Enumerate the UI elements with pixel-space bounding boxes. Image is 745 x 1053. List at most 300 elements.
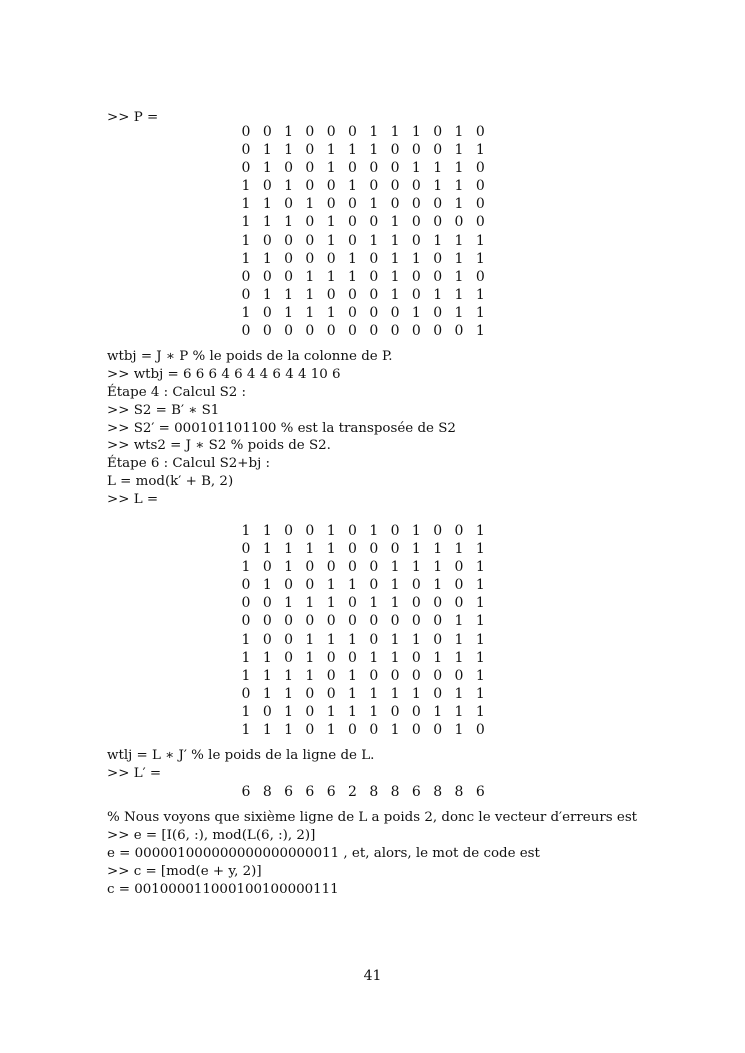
matrix-cell: 1: [369, 703, 379, 720]
matrix-cell: 1: [284, 667, 294, 684]
matrix-cell: 1: [262, 667, 272, 684]
matrix-cell: 1: [284, 703, 294, 720]
matrix-cell: 0: [433, 142, 443, 159]
matrix-cell: 1: [241, 649, 251, 666]
matrix-cell: 1: [241, 722, 251, 739]
matrix-cell: 1: [262, 160, 272, 177]
matrix-cell: 0: [348, 160, 357, 177]
matrix-cell: 1: [454, 232, 464, 249]
lprime-cell: 8: [262, 784, 272, 800]
matrix-cell: 0: [262, 559, 272, 576]
matrix-cell: 1: [475, 323, 485, 340]
matrix-cell: 0: [241, 124, 251, 140]
matrix-cell: 0: [326, 250, 336, 267]
matrix-cell: 0: [284, 196, 294, 213]
matrix-cell: 0: [348, 214, 357, 231]
matrix-cell: 1: [369, 685, 379, 702]
matrix-cell: 1: [284, 214, 294, 231]
matrix-cell: 1: [305, 268, 315, 285]
text-line: >> S2 = B′ ∗ S1: [107, 403, 220, 418]
matrix-cell: 0: [433, 631, 443, 648]
matrix-cell: 0: [326, 649, 336, 666]
matrix-cell: 0: [390, 142, 400, 159]
matrix-cell: 1: [454, 250, 464, 267]
matrix-cell: 0: [411, 667, 421, 684]
matrix-cell: 1: [454, 685, 464, 702]
matrix-cell: 1: [475, 541, 485, 558]
matrix-cell: 1: [284, 541, 294, 558]
matrix-cell: 1: [411, 124, 421, 140]
matrix-cell: 0: [262, 613, 272, 630]
matrix-cell: 1: [284, 722, 294, 739]
matrix-cell: 1: [326, 232, 336, 249]
matrix-cell: 1: [411, 250, 421, 267]
matrix-cell: 1: [433, 178, 443, 195]
matrix-cell: 0: [369, 667, 379, 684]
matrix-cell: 1: [390, 232, 400, 249]
matrix-cell: 1: [475, 631, 485, 648]
matrix-cell: 0: [262, 323, 272, 340]
matrix-cell: 1: [326, 160, 336, 177]
lprime-cell: 8: [390, 784, 400, 800]
matrix-cell: 1: [348, 178, 357, 195]
matrix-cell: 1: [454, 703, 464, 720]
matrix-cell: 0: [348, 613, 357, 630]
matrix-cell: 1: [369, 649, 379, 666]
matrix-cell: 0: [475, 160, 485, 177]
matrix-cell: 1: [348, 577, 357, 594]
matrix-cell: 1: [348, 667, 357, 684]
matrix-cell: 1: [369, 595, 379, 612]
matrix-cell: 0: [326, 286, 336, 303]
matrix-cell: 0: [305, 178, 315, 195]
matrix-cell: 1: [241, 631, 251, 648]
matrix-cell: 0: [305, 214, 315, 231]
matrix-cell: 0: [433, 667, 443, 684]
matrix-cell: 1: [326, 304, 336, 321]
matrix-cell: 0: [390, 541, 400, 558]
matrix-cell: 0: [454, 523, 464, 539]
matrix-cell: 0: [411, 232, 421, 249]
matrix-cell: 1: [326, 541, 336, 558]
matrix-cell: 0: [284, 631, 294, 648]
matrix-cell: 0: [305, 722, 315, 739]
matrix-cell: 1: [390, 649, 400, 666]
matrix-cell: 1: [348, 268, 357, 285]
prompt-p: >> P =: [107, 110, 159, 125]
matrix-cell: 1: [390, 722, 400, 739]
matrix-cell: 1: [475, 595, 485, 612]
matrix-cell: 1: [390, 631, 400, 648]
matrix-cell: 0: [284, 268, 294, 285]
matrix-cell: 0: [262, 703, 272, 720]
matrix-cell: 0: [305, 685, 315, 702]
matrix-cell: 0: [262, 631, 272, 648]
matrix-cell: 1: [390, 685, 400, 702]
matrix-cell: 0: [348, 523, 357, 539]
matrix-cell: 1: [390, 286, 400, 303]
matrix-cell: 0: [369, 160, 379, 177]
matrix-cell: 1: [241, 250, 251, 267]
matrix-cell: 0: [305, 523, 315, 539]
matrix-cell: 0: [390, 160, 400, 177]
matrix-cell: 1: [390, 577, 400, 594]
text-line: wtlj = L ∗ J′ % le poids de la ligne de L.: [107, 748, 375, 763]
matrix-cell: 1: [475, 685, 485, 702]
matrix-cell: 1: [241, 523, 251, 539]
matrix-cell: 0: [305, 559, 315, 576]
matrix-cell: 0: [369, 541, 379, 558]
matrix-cell: 0: [326, 667, 336, 684]
matrix-cell: 1: [390, 250, 400, 267]
matrix-cell: 1: [262, 649, 272, 666]
matrix-cell: 0: [390, 613, 400, 630]
matrix-cell: 0: [348, 722, 357, 739]
matrix-cell: 0: [241, 541, 251, 558]
matrix-cell: 1: [284, 685, 294, 702]
matrix-cell: 0: [305, 613, 315, 630]
matrix-cell: 1: [284, 178, 294, 195]
matrix-cell: 0: [348, 541, 357, 558]
text-line: >> wtbj = 6 6 6 4 6 4 4 6 4 4 10 6: [107, 367, 341, 382]
matrix-cell: 0: [305, 323, 315, 340]
matrix-cell: 0: [433, 214, 443, 231]
matrix-cell: 1: [284, 124, 294, 140]
matrix-cell: 0: [348, 323, 357, 340]
matrix-cell: 1: [454, 722, 464, 739]
matrix-cell: 0: [369, 577, 379, 594]
matrix-cell: 0: [433, 613, 443, 630]
matrix-cell: 1: [241, 667, 251, 684]
matrix-cell: 1: [454, 613, 464, 630]
text-line: wtbj = J ∗ P % le poids de la colonne de P.: [107, 349, 393, 364]
text-line: >> e = [I(6, :), mod(L(6, :), 2)]: [107, 828, 316, 843]
matrix-cell: 1: [411, 631, 421, 648]
matrix-cell: 0: [262, 124, 272, 140]
matrix-cell: 0: [411, 703, 421, 720]
matrix-cell: 1: [475, 304, 485, 321]
text-line: c = 001000011000100100000111: [107, 882, 339, 897]
matrix-cell: 1: [433, 559, 443, 576]
matrix-cell: 0: [369, 250, 379, 267]
matrix-cell: 1: [433, 649, 443, 666]
matrix-cell: 1: [262, 250, 272, 267]
matrix-cell: 1: [305, 649, 315, 666]
matrix-cell: 1: [348, 631, 357, 648]
matrix-cell: 1: [475, 649, 485, 666]
matrix-cell: 0: [326, 323, 336, 340]
matrix-cell: 1: [326, 577, 336, 594]
matrix-cell: 1: [475, 232, 485, 249]
matrix-cell: 1: [433, 541, 443, 558]
matrix-cell: 0: [241, 323, 251, 340]
matrix-cell: 1: [241, 196, 251, 213]
matrix-cell: 1: [348, 703, 357, 720]
text-line: >> c = [mod(e + y, 2)]: [107, 864, 262, 879]
matrix-cell: 1: [284, 559, 294, 576]
matrix-cell: 1: [454, 286, 464, 303]
matrix-cell: 0: [284, 250, 294, 267]
matrix-cell: 1: [305, 631, 315, 648]
text-line: >> L =: [107, 492, 159, 507]
matrix-cell: 0: [475, 268, 485, 285]
matrix-cell: 1: [411, 523, 421, 539]
matrix-cell: 1: [433, 286, 443, 303]
matrix-cell: 0: [475, 178, 485, 195]
matrix-cell: 1: [241, 703, 251, 720]
matrix-cell: 0: [433, 250, 443, 267]
matrix-cell: 0: [433, 323, 443, 340]
matrix-cell: 0: [305, 703, 315, 720]
matrix-cell: 0: [284, 649, 294, 666]
matrix-cell: 1: [475, 142, 485, 159]
matrix-cell: 0: [241, 613, 251, 630]
lprime-cell: 8: [433, 784, 443, 800]
page-number: 41: [363, 968, 382, 984]
matrix-cell: 1: [369, 232, 379, 249]
matrix-cell: 0: [369, 304, 379, 321]
matrix-cell: 0: [241, 595, 251, 612]
matrix-cell: 1: [433, 703, 443, 720]
matrix-cell: 1: [284, 286, 294, 303]
matrix-cell: 1: [433, 160, 443, 177]
matrix-cell: 1: [454, 304, 464, 321]
matrix-cell: 0: [454, 559, 464, 576]
lprime-cell: 6: [326, 784, 336, 800]
matrix-cell: 1: [390, 595, 400, 612]
matrix-cell: 1: [454, 160, 464, 177]
matrix-cell: 0: [369, 559, 379, 576]
matrix-cell: 0: [305, 142, 315, 159]
matrix-cell: 1: [454, 268, 464, 285]
lprime-cell: 6: [305, 784, 315, 800]
matrix-cell: 0: [411, 268, 421, 285]
matrix-cell: 1: [433, 232, 443, 249]
matrix-cell: 1: [411, 304, 421, 321]
matrix-cell: 0: [390, 703, 400, 720]
matrix-cell: 1: [305, 595, 315, 612]
matrix-cell: 0: [454, 323, 464, 340]
matrix-cell: 1: [305, 667, 315, 684]
matrix-cell: 1: [241, 178, 251, 195]
matrix-cell: 1: [475, 703, 485, 720]
matrix-cell: 0: [454, 667, 464, 684]
matrix-cell: 0: [241, 142, 251, 159]
text-line: Étape 6 : Calcul S2+bj :: [107, 456, 271, 471]
text-line: >> L′ =: [107, 766, 162, 781]
matrix-cell: 0: [369, 722, 379, 739]
matrix-cell: 1: [454, 124, 464, 140]
matrix-cell: 1: [262, 541, 272, 558]
matrix-cell: 1: [262, 142, 272, 159]
matrix-cell: 0: [454, 595, 464, 612]
matrix-cell: 1: [305, 196, 315, 213]
matrix-cell: 0: [433, 523, 443, 539]
matrix-cell: 0: [348, 232, 357, 249]
matrix-cell: 1: [369, 523, 379, 539]
matrix-cell: 0: [348, 286, 357, 303]
matrix-cell: 1: [326, 595, 336, 612]
lprime-cell: 6: [411, 784, 421, 800]
matrix-cell: 0: [390, 667, 400, 684]
matrix-cell: 0: [284, 323, 294, 340]
matrix-cell: 0: [411, 196, 421, 213]
matrix-cell: 0: [241, 577, 251, 594]
matrix-cell: 0: [305, 250, 315, 267]
matrix-cell: 0: [369, 268, 379, 285]
matrix-cell: 0: [411, 595, 421, 612]
matrix-cell: 1: [326, 523, 336, 539]
matrix-cell: 1: [475, 613, 485, 630]
matrix-cell: 0: [348, 559, 357, 576]
lprime-cell: 6: [475, 784, 485, 800]
matrix-cell: 0: [348, 196, 357, 213]
matrix-cell: 0: [284, 613, 294, 630]
matrix-cell: 0: [241, 685, 251, 702]
matrix-cell: 1: [326, 268, 336, 285]
matrix-cell: 0: [241, 268, 251, 285]
matrix-cell: 0: [411, 142, 421, 159]
matrix-cell: 0: [369, 613, 379, 630]
matrix-cell: 1: [348, 250, 357, 267]
matrix-cell: 0: [262, 268, 272, 285]
matrix-cell: 0: [433, 196, 443, 213]
matrix-cell: 0: [411, 214, 421, 231]
matrix-cell: 0: [475, 124, 485, 140]
matrix-cell: 0: [348, 595, 357, 612]
matrix-cell: 1: [305, 304, 315, 321]
matrix-cell: 1: [475, 286, 485, 303]
matrix-cell: 0: [326, 124, 336, 140]
matrix-cell: 0: [326, 685, 336, 702]
matrix-cell: 1: [454, 541, 464, 558]
lprime-cell: 6: [241, 784, 251, 800]
matrix-cell: 0: [326, 613, 336, 630]
matrix-cell: 1: [262, 685, 272, 702]
matrix-cell: 0: [369, 323, 379, 340]
matrix-cell: 1: [390, 268, 400, 285]
matrix-cell: 1: [284, 304, 294, 321]
matrix-cell: 1: [241, 304, 251, 321]
matrix-cell: 1: [262, 214, 272, 231]
matrix-cell: 1: [305, 541, 315, 558]
matrix-cell: 0: [411, 178, 421, 195]
matrix-cell: 0: [369, 214, 379, 231]
matrix-cell: 1: [454, 649, 464, 666]
matrix-cell: 0: [433, 268, 443, 285]
text-line: >> wts2 = J ∗ S2 % poids de S2.: [107, 438, 331, 453]
matrix-cell: 0: [433, 685, 443, 702]
matrix-cell: 0: [475, 214, 485, 231]
matrix-cell: 0: [390, 304, 400, 321]
matrix-cell: 1: [326, 214, 336, 231]
text-line: >> S2′ = 000101101100 % est la transposée de S2: [107, 421, 456, 436]
matrix-cell: 0: [411, 649, 421, 666]
matrix-cell: 0: [433, 304, 443, 321]
matrix-cell: 1: [390, 214, 400, 231]
matrix-cell: 1: [241, 232, 251, 249]
matrix-cell: 1: [284, 595, 294, 612]
matrix-cell: 0: [369, 178, 379, 195]
matrix-cell: 1: [326, 722, 336, 739]
matrix-cell: 0: [348, 649, 357, 666]
matrix-cell: 0: [475, 722, 485, 739]
matrix-cell: 0: [369, 286, 379, 303]
matrix-cell: 0: [454, 577, 464, 594]
matrix-cell: 0: [262, 232, 272, 249]
matrix-cell: 0: [305, 577, 315, 594]
lprime-cell: 8: [454, 784, 464, 800]
matrix-cell: 0: [411, 286, 421, 303]
matrix-cell: 0: [411, 722, 421, 739]
matrix-cell: 1: [433, 577, 443, 594]
matrix-cell: 0: [326, 178, 336, 195]
matrix-cell: 1: [390, 124, 400, 140]
matrix-cell: 0: [348, 304, 357, 321]
matrix-cell: 1: [475, 559, 485, 576]
matrix-cell: 1: [390, 559, 400, 576]
matrix-cell: 0: [305, 124, 315, 140]
matrix-cell: 1: [284, 142, 294, 159]
matrix-cell: 1: [411, 559, 421, 576]
matrix-cell: 1: [454, 178, 464, 195]
matrix-cell: 1: [326, 631, 336, 648]
matrix-cell: 0: [411, 323, 421, 340]
matrix-cell: 1: [411, 160, 421, 177]
matrix-cell: 1: [369, 142, 379, 159]
matrix-cell: 1: [241, 559, 251, 576]
matrix-cell: 0: [284, 232, 294, 249]
matrix-cell: 1: [241, 214, 251, 231]
matrix-cell: 1: [475, 523, 485, 539]
matrix-cell: 0: [369, 631, 379, 648]
matrix-cell: 0: [326, 559, 336, 576]
matrix-cell: 1: [262, 722, 272, 739]
text-line: Étape 4 : Calcul S2 :: [107, 385, 247, 400]
matrix-cell: 0: [262, 304, 272, 321]
matrix-cell: 0: [262, 595, 272, 612]
lprime-cell: 2: [348, 784, 357, 800]
matrix-cell: 0: [284, 160, 294, 177]
matrix-cell: 1: [326, 142, 336, 159]
matrix-cell: 0: [284, 577, 294, 594]
matrix-cell: 1: [305, 286, 315, 303]
matrix-cell: 0: [454, 214, 464, 231]
matrix-cell: 1: [454, 196, 464, 213]
matrix-cell: 0: [390, 196, 400, 213]
matrix-cell: 0: [326, 196, 336, 213]
text-line: % Nous voyons que sixième ligne de L a poids 2, donc le vecteur d′erreurs est: [107, 810, 638, 825]
matrix-cell: 0: [262, 178, 272, 195]
matrix-cell: 1: [348, 142, 357, 159]
matrix-cell: 0: [390, 323, 400, 340]
matrix-cell: 0: [348, 124, 357, 140]
matrix-cell: 0: [475, 196, 485, 213]
lprime-cell: 8: [369, 784, 379, 800]
matrix-cell: 1: [262, 196, 272, 213]
matrix-cell: 1: [411, 541, 421, 558]
matrix-cell: 1: [369, 196, 379, 213]
matrix-cell: 1: [262, 523, 272, 539]
matrix-cell: 1: [454, 631, 464, 648]
matrix-cell: 1: [475, 667, 485, 684]
matrix-cell: 1: [475, 250, 485, 267]
matrix-cell: 0: [305, 160, 315, 177]
matrix-cell: 0: [390, 178, 400, 195]
matrix-cell: 0: [390, 523, 400, 539]
matrix-cell: 0: [284, 523, 294, 539]
matrix-cell: 1: [326, 703, 336, 720]
